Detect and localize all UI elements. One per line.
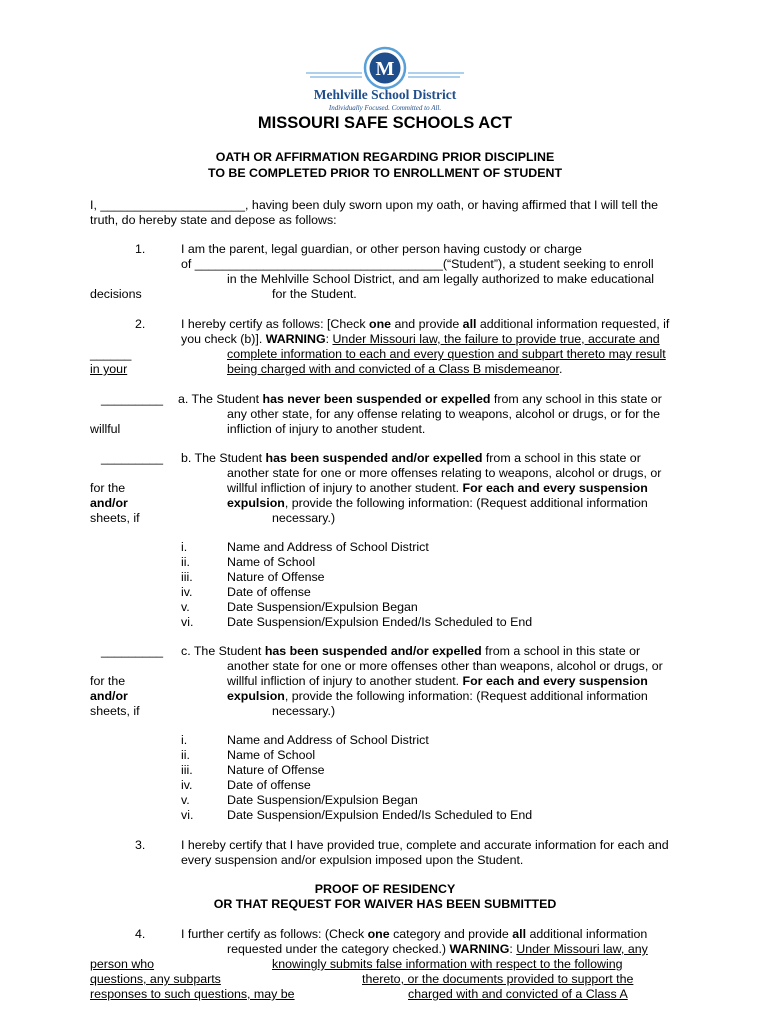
option-c-line-2: another state for one or more offenses other than weapons, alcohol or drugs, or [227,659,663,673]
option-a-check-blank[interactable]: _________ [101,392,164,406]
item-4-margin-2: questions, any subparts [90,972,221,986]
subtitle-line-1: OATH OR AFFIRMATION REGARDING PRIOR DISCIPLINE [215,150,555,164]
option-b-margin-3: sheets, if [90,511,140,525]
item-3-line-1: I hereby certify that I have provided true, complete and accurate information for each and [181,838,669,852]
item-3-line-2: every suspension and/or expulsion imposed upon the Student. [181,853,524,867]
option-b-margin-1: for the [90,481,126,495]
district-logo [300,44,470,112]
option-b-line-3: willful infliction of injury to another student. For each and every suspension [227,481,648,495]
option-c-list-num: vi. [181,808,194,822]
item-1-line-2: of ____________________________________(“Student”), a student seeking to enroll [181,257,654,271]
option-c-margin-3: sheets, if [90,704,140,718]
item-3-number: 3. [135,838,146,852]
option-b-list-item: Nature of Offense [227,570,325,584]
option-b-list-item: Date Suspension/Expulsion Began [227,600,418,614]
item-4-margin-3: responses to such questions, may be [90,987,295,1001]
option-c-line-5: necessary.) [272,704,336,718]
option-b-list-item: Name and Address of School District [227,540,429,554]
proof-heading-line-1: PROOF OF RESIDENCY [314,882,456,896]
item-4-line-5: charged with and convicted of a Class A [408,987,628,1001]
intro-line-1: I, _____________________, having been duly sworn upon my oath, or having affirmed that I will tell the [90,198,659,212]
option-c-list-item: Nature of Offense [227,763,325,777]
item-2-line-1: I hereby certify as follows: [Check one and provide all additional information requested, if [181,317,670,331]
option-c-margin-2: and/or [90,689,128,703]
document-title: MISSOURI SAFE SCHOOLS ACT [257,114,513,132]
option-c-list-item: Date Suspension/Expulsion Ended/Is Scheduled to End [227,808,533,822]
option-c-line-1: c. The Student has been suspended and/or expelled from a school in this state or [181,644,641,658]
item-2-line-3: complete information to each and every question and subpart thereto may result [227,347,666,361]
option-b-list-item: Date Suspension/Expulsion Ended/Is Scheduled to End [227,615,533,629]
item-4-margin-1: person who [90,957,155,971]
item-1-line-3: in the Mehlville School District, and am legally authorized to make educational [227,272,655,286]
item-1-number: 1. [135,242,146,256]
option-c-check-blank[interactable]: _________ [101,644,164,658]
option-b-check-blank[interactable]: _________ [101,451,164,465]
option-c-list-num: v. [181,793,190,807]
option-c-list-item: Date of offense [227,778,311,792]
option-b-list-item: Name of School [227,555,316,569]
item-4-line-4: thereto, or the documents provided to support the [362,972,634,986]
option-b-list-num: i. [181,540,188,554]
option-c-list-num: iv. [181,778,193,792]
option-a-line-2: any other state, for any offense relating to weapons, alcohol or drugs, or for the [227,407,661,421]
subtitle-line-2: TO BE COMPLETED PRIOR TO ENROLLMENT OF STUDENT [207,166,563,180]
option-b-list-num: iv. [181,585,193,599]
logo-tagline: Individually Focused. Committed to All. [328,104,442,112]
option-b-line-5: necessary.) [272,511,336,525]
intro-line-2: truth, do hereby state and depose as follows: [90,213,337,227]
item-2-line-2: you check (b)]. WARNING: Under Missouri law, the failure to provide true, accurate and [181,332,660,346]
option-c-list-item: Name and Address of School District [227,733,429,747]
option-b-list-num: vi. [181,615,194,629]
option-a-line-3: infliction of injury to another student. [227,422,426,436]
item-1-line-4: for the Student. [272,287,357,301]
option-c-line-3: willful infliction of injury to another student. For each and every suspension [227,674,648,688]
proof-heading-line-2: OR THAT REQUEST FOR WAIVER HAS BEEN SUBMITTED [213,897,557,911]
option-c-list-item: Name of School [227,748,316,762]
item-1-margin-text: decisions [90,287,142,301]
option-c-line-4: expulsion, provide the following information: (Request additional information [227,689,648,703]
item-2-margin-blank[interactable]: ______ [90,347,132,361]
logo-district-name: Mehlville School District [313,87,457,102]
item-1-line-1: I am the parent, legal guardian, or other person having custody or charge [181,242,582,256]
item-4-line-3: knowingly submits false information with respect to the following [272,957,623,971]
item-2-line-4: being charged with and convicted of a Class B misdemeanor. [227,362,563,376]
option-c-list-num: i. [181,733,188,747]
option-a-line-1: a. The Student has never been suspended or expelled from any school in this state or [178,392,662,406]
option-b-line-1: b. The Student has been suspended and/or expelled from a school in this state or [181,451,641,465]
option-b-list-num: ii. [181,555,190,569]
option-c-list-num: iii. [181,763,193,777]
option-b-line-4: expulsion, provide the following information: (Request additional information [227,496,648,510]
option-b-margin-2: and/or [90,496,128,510]
logo-letter: M [375,58,395,80]
option-c-list-item: Date Suspension/Expulsion Began [227,793,418,807]
option-b-line-2: another state for one or more offenses relating to weapons, alcohol or drugs, or [227,466,662,480]
option-b-list-item: Date of offense [227,585,311,599]
option-b-list-num: iii. [181,570,193,584]
option-b-list-num: v. [181,600,190,614]
item-2-number: 2. [135,317,146,331]
option-a-margin-text: willful [90,422,121,436]
item-2-margin-text: in your [90,362,128,376]
item-4-number: 4. [135,927,146,941]
option-c-margin-1: for the [90,674,126,688]
item-4-line-1: I further certify as follows: (Check one category and provide all additional information [181,927,648,941]
item-4-line-2: requested under the category checked.) WARNING: Under Missouri law, any [227,942,648,956]
option-c-list-num: ii. [181,748,190,762]
